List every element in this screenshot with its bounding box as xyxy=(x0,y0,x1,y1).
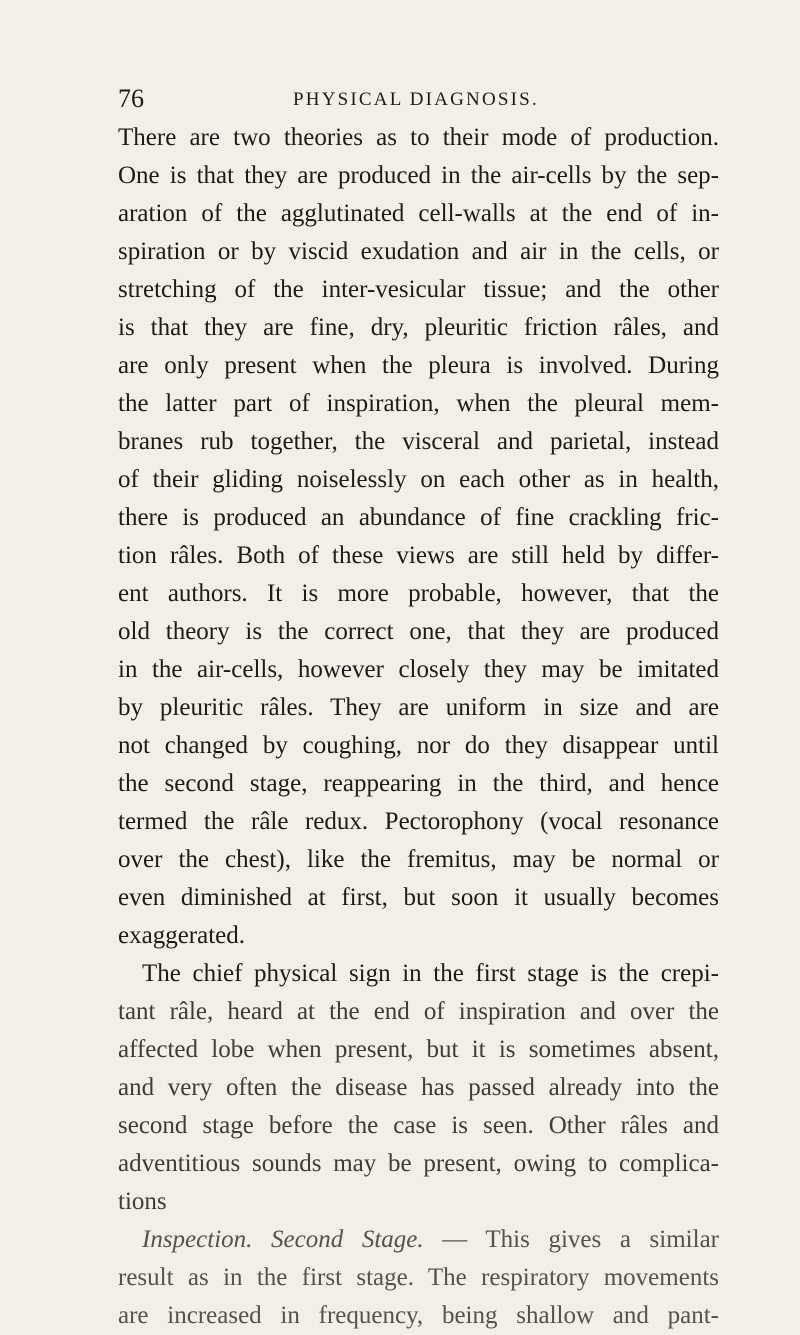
text-line: in the air-cells, however closely they may be imitated xyxy=(118,656,719,683)
text-line: affected lobe when present, but it is sometimes absent, xyxy=(118,1036,719,1063)
paragraph-end-line: tions xyxy=(118,1188,167,1215)
text-line: tion râles. Both of these views are still held by differ- xyxy=(118,542,719,569)
text-line: of their gliding noiselessly on each other as in health, xyxy=(118,466,719,493)
text-line: the latter part of inspiration, when the pleural mem- xyxy=(118,390,719,417)
text-line: are only present when the pleura is involved. During xyxy=(118,352,719,379)
text-line: old theory is the correct one, that they are produced xyxy=(118,618,719,645)
text-line: result as in the first stage. The respiratory movements xyxy=(118,1264,719,1291)
text-line: There are two theories as to their mode of production. xyxy=(118,124,719,151)
text-line: there is produced an abundance of fine crackling fric- xyxy=(118,504,719,531)
running-title: PHYSICAL DIAGNOSIS. xyxy=(293,89,539,110)
text-line: is that they are fine, dry, pleuritic friction râles, and xyxy=(118,314,719,341)
paragraph-start-line: The chief physical sign in the first stage is the crepi- xyxy=(142,960,719,987)
text-line: not changed by coughing, nor do they disappear until xyxy=(118,732,719,759)
section-start-line xyxy=(118,1221,719,1259)
body-text xyxy=(118,119,719,1335)
text-line: even diminished at first, but soon it usually becomes xyxy=(118,884,719,911)
section-heading: Inspection. Second Stage. xyxy=(142,1226,424,1253)
text-line: branes rub together, the visceral and parietal, instead xyxy=(118,428,719,455)
text-line: ent authors. It is more probable, however, that the xyxy=(118,580,719,607)
text-line: tant râle, heard at the end of inspiration and over the xyxy=(118,998,719,1025)
text-line: spiration or by viscid exudation and air in the cells, or xyxy=(118,238,719,265)
text-line: by pleuritic râles. They are uniform in size and are xyxy=(118,694,719,721)
text-line: stretching of the inter-vesicular tissue; and the other xyxy=(118,276,719,303)
text-line: are increased in frequency, being shallow and pant- xyxy=(118,1302,719,1329)
text-line: second stage before the case is seen. Other râles and xyxy=(118,1112,719,1139)
section-dash: — xyxy=(423,1226,486,1253)
text-line: termed the râle redux. Pectorophony (vocal resonance xyxy=(118,808,719,835)
text-line: aration of the agglutinated cell-walls at the end of in- xyxy=(118,200,719,227)
page-number: 76 xyxy=(118,84,144,113)
paragraph-end-line: exaggerated. xyxy=(118,922,246,949)
text-line: the second stage, reappearing in the third, and hence xyxy=(118,770,719,797)
running-head xyxy=(118,84,718,114)
text-line: over the chest), like the fremitus, may be normal or xyxy=(118,846,719,873)
text-line: and very often the disease has passed already into the xyxy=(118,1074,719,1101)
text-line: adventitious sounds may be present, owing to complica- xyxy=(118,1150,719,1177)
text-line: One is that they are produced in the air-cells by the sep- xyxy=(118,162,719,189)
section-line-rest: This gives a similar xyxy=(485,1226,719,1253)
